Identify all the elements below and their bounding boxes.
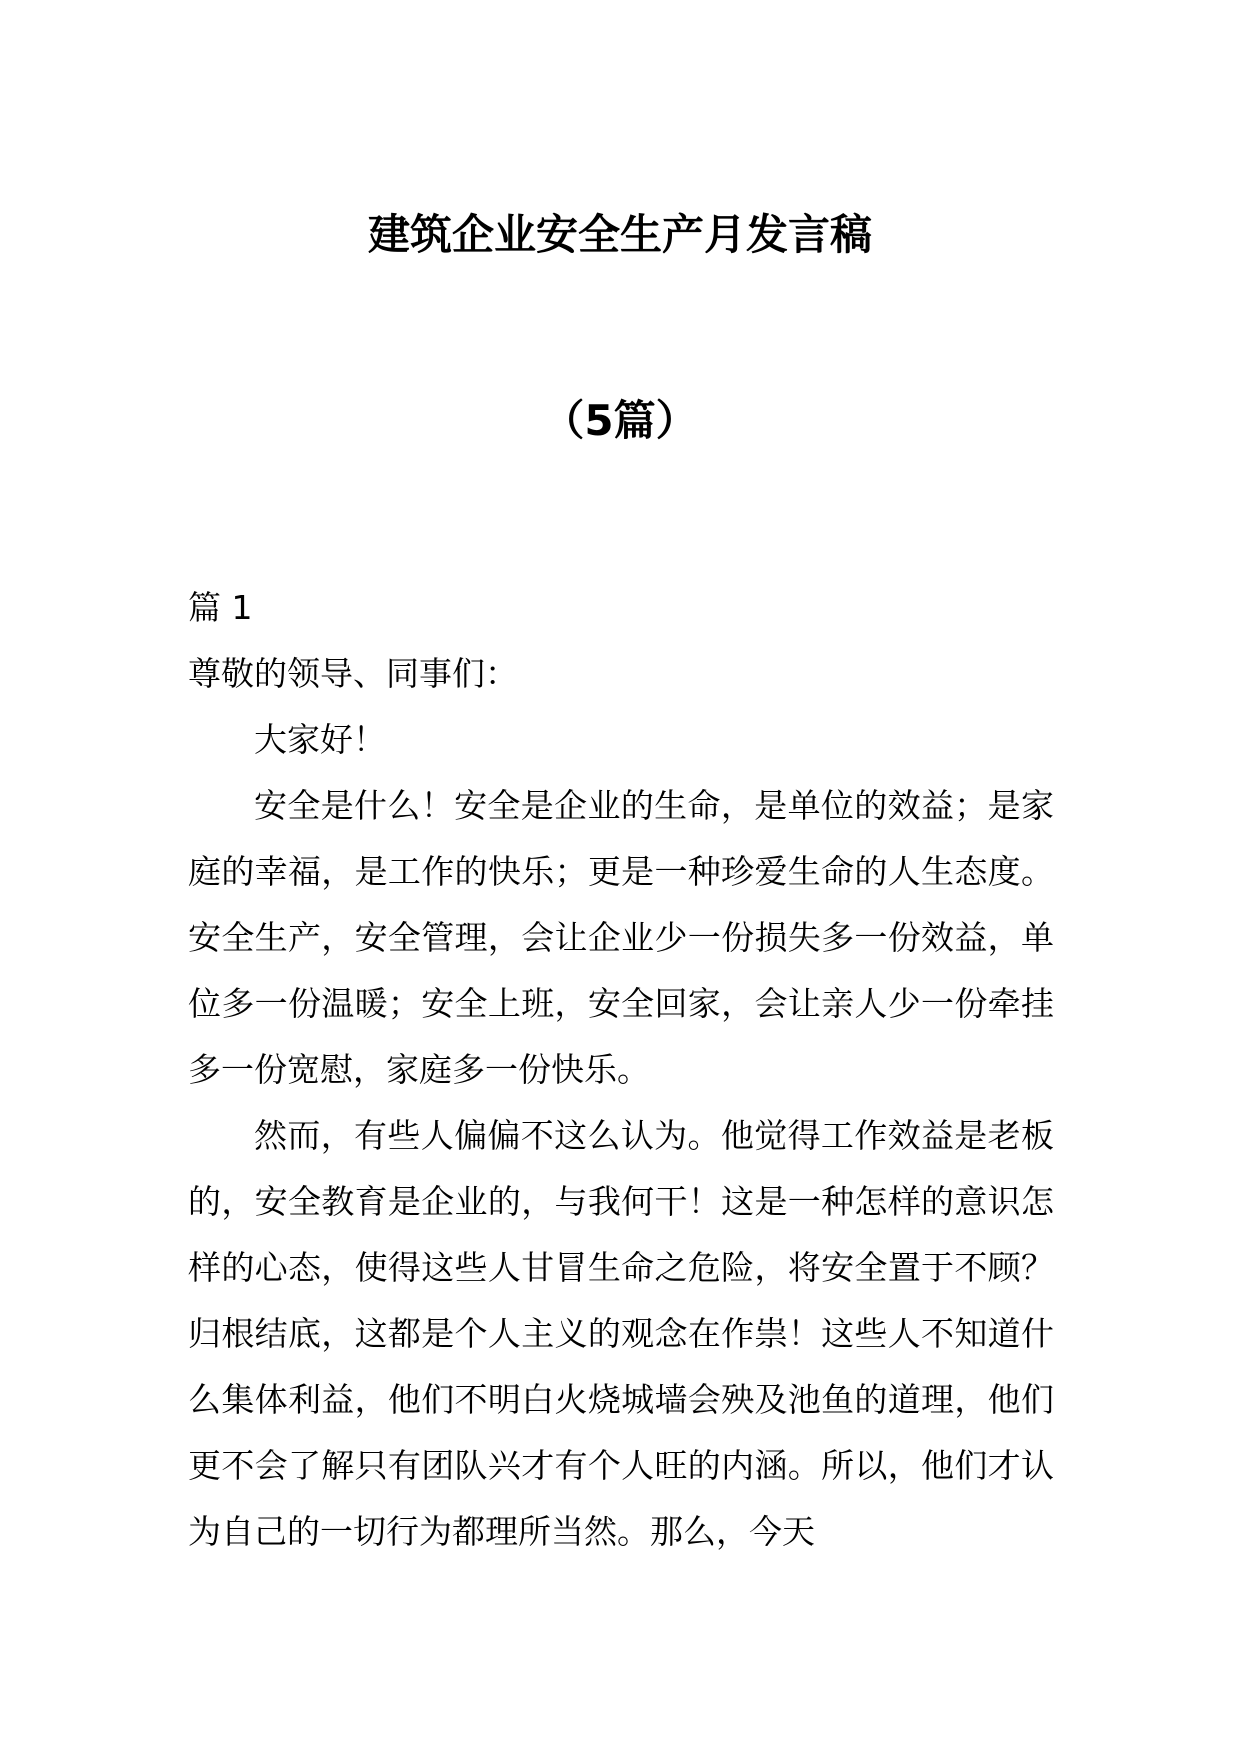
paragraph-2: 然而，有些人偏偏不这么认为。他觉得工作效益是老板的，安全教育是企业的，与我何干！这是一种怎样的意识怎样的心态，使得这些人甘冒生命之危险，将安全置于不顾？归根结底，这都是个人主义的观念在作祟！这些人不知道什么集体利益，他们不明白火烧城墙会殃及池鱼的道理，他们更不会了解只有团队兴才有个人旺的内涵。所以，他们才认为自己的一切行为都理所当然。那么，今天 (188, 1116, 1054, 1551)
document-title: 建筑企业安全生产月发言稿 (367, 210, 872, 259)
greeting: 大家好！ (254, 720, 386, 759)
document-body (188, 575, 1054, 1565)
salutation: 尊敬的领导、同事们： (188, 654, 518, 693)
document-subtitle: （5篇） (542, 396, 698, 445)
paragraph-1: 安全是什么！安全是企业的生命，是单位的效益；是家庭的幸福，是工作的快乐；更是一种珍爱生命的人生态度。安全生产，安全管理，会让企业少一份损失多一份效益，单位多一份温暖；安全上班，安全回家，会让亲人少一份牵挂多一份宽慰，家庭多一份快乐。 (188, 786, 1054, 1089)
section-label: 篇 1 (188, 588, 253, 627)
